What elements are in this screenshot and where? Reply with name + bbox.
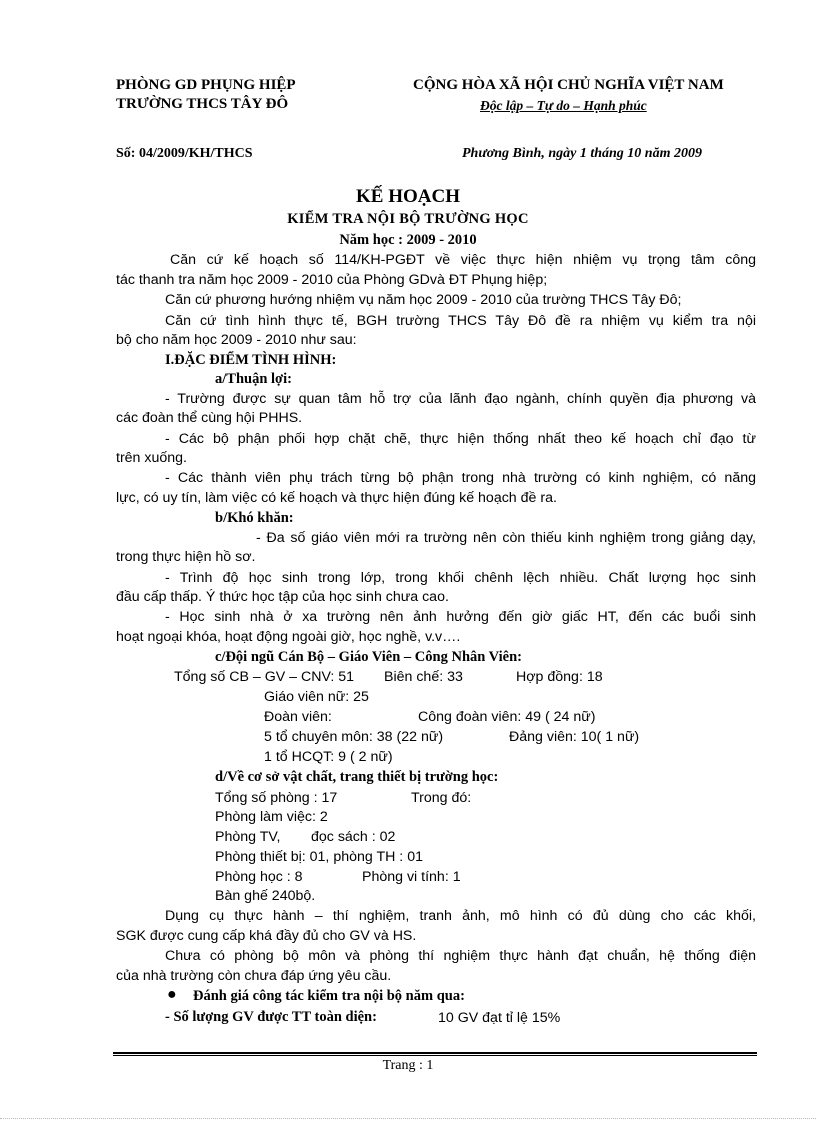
staff-youth-union: Đoàn viên: [264,709,332,725]
staff-contract: Hợp đồng: 18 [516,669,603,685]
preamble-line: Căn cứ kế hoạch số 114/KH-PGĐT về việc thực hiện nhiệm vụ trọng tâm công [170,252,756,268]
document-subtitle: KIỂM TRA NỘI BỘ TRƯỜNG HỌC [287,211,529,227]
section-heading: I.ĐẶC ĐIỂM TÌNH HÌNH: [165,352,337,368]
staff-party-members: Đảng viên: 10( 1 nữ) [509,729,640,745]
paragraph-line: các đoàn thể cùng hội PHHS. [116,410,303,426]
document-number: Số: 04/2009/KH/THCS [116,146,253,161]
page-break-line [0,1118,816,1119]
staff-trade-union: Công đoàn viên: 49 ( 24 nữ) [418,709,596,725]
bullet-icon: ● [167,986,177,1003]
teacher-inspection-label: - Số lượng GV được TT toàn diện: [165,1009,377,1025]
preamble-line: tác thanh tra năm học 2009 - 2010 của Phòng GDvà ĐT Phụng hiệp; [116,272,548,288]
staff-subject-groups: 5 tổ chuyên môn: 38 (22 nữ) [264,729,444,745]
staff-female-teachers: Giáo viên nữ: 25 [264,689,369,705]
rooms-including: Trong đó: [411,790,472,806]
staff-total: Tổng số CB – GV – CNV: 51 [174,669,355,685]
nation-title: CỘNG HÒA XÃ HỘI CHỦ NGHĨA VIỆT NAM [413,77,724,93]
rooms-office: Phòng làm việc: 2 [215,809,328,825]
school-year: Năm học : 2009 - 2010 [339,232,477,248]
paragraph-line: lực, có uy tín, làm việc có kế hoạch và thực hiện đúng kế hoạch đề ra. [116,490,557,506]
paragraph-line: trên xuống. [116,450,187,466]
document-title: KẾ HOẠCH [356,186,460,207]
staff-permanent: Biên chế: 33 [384,669,463,685]
paragraph-line: - Trường được sự quan tâm hỗ trợ của lãnh đạo ngành, chính quyền địa phương và [165,391,756,407]
paragraph-line: trong thực hiện hồ sơ. [116,549,256,565]
paragraph-line: - Các bộ phận phối hợp chặt chẽ, thực hiện thống nhất theo kế hoạch chỉ đạo từ [165,431,756,447]
place-date: Phương Bình, ngày 1 tháng 10 năm 2009 [462,146,702,161]
staff-admin-group: 1 tổ HCQT: 9 ( 2 nữ) [264,749,393,765]
subsection-heading-c: c/Đội ngũ Cán Bộ – Giáo Viên – Công Nhân Viên: [215,649,522,665]
evaluation-heading: Đánh giá công tác kiểm tra nội bộ năm qua: [193,988,465,1004]
rooms-classroom: Phòng học : 8 [215,869,303,885]
paragraph-line: Chưa có phòng bộ môn và phòng thí nghiệm thực hành đạt chuẩn, hệ thống điện [165,948,756,964]
preamble-line: Căn cứ tình hình thực tế, BGH trường THCS Tây Đô đề ra nhiệm vụ kiểm tra nội [165,313,756,329]
rooms-library: Phòng TV, [215,829,281,845]
paragraph-line: đầu cấp thấp. Ý thức học tập của học sinh chưa cao. [116,589,449,605]
paragraph-line: Dụng cụ thực hành – thí nghiệm, tranh ảnh, mô hình có đủ dùng cho các khối, [165,908,756,924]
rooms-computer: Phòng vi tính: 1 [362,869,461,885]
paragraph-line: - Trình độ học sinh trong lớp, trong khối chênh lệch nhiều. Chất lượng học sinh [165,570,756,586]
rooms-equipment: Phòng thiết bị: 01, phòng TH : 01 [215,849,423,865]
footer-rule-thick [113,1052,757,1054]
desks-chairs: Bàn ghế 240bộ. [215,888,316,904]
preamble-line: bộ cho năm học 2009 - 2010 như sau: [116,332,357,348]
subsection-heading-b: b/Khó khăn: [215,510,294,526]
preamble-line: Căn cứ phương hướng nhiệm vụ năm học 2009 - 2010 của trường THCS Tây Đô; [165,292,682,308]
teacher-inspection-value: 10 GV đạt tỉ lệ 15% [438,1010,561,1026]
paragraph-line: - Học sinh nhà ở xa trường nên ảnh hưởng đến giờ giấc HT, đến các buổi sinh [165,609,756,625]
nation-motto: Độc lập – Tự do – Hạnh phúc [480,98,647,113]
rooms-total: Tổng số phòng : 17 [215,790,338,806]
org-department: PHÒNG GD PHỤNG HIỆP [116,77,296,93]
paragraph-line: SGK được cung cấp khá đầy đủ cho GV và HS. [116,928,417,944]
paragraph-line: hoạt ngoại khóa, hoạt động ngoài giờ, học nghề, v.v…. [116,629,461,645]
subsection-heading-d: d/Về cơ sở vật chất, trang thiết bị trường học: [215,769,499,785]
page-number: Trang : 1 [382,1058,434,1073]
rooms-reading: đọc sách : 02 [311,829,396,845]
paragraph-line: - Các thành viên phụ trách từng bộ phận trong nhà trường có kinh nghiệm, có năng [165,470,756,486]
paragraph-line: của nhà trường còn chưa đáp ứng yêu cầu. [116,968,392,984]
org-school: TRƯỜNG THCS TÂY ĐÔ [116,96,289,112]
footer-rule-thin [113,1055,757,1056]
paragraph-line: - Đa số giáo viên mới ra trường nên còn thiếu kinh nghiệm trong giảng dạy, [256,530,756,546]
subsection-heading-a: a/Thuận lợi: [215,371,292,387]
